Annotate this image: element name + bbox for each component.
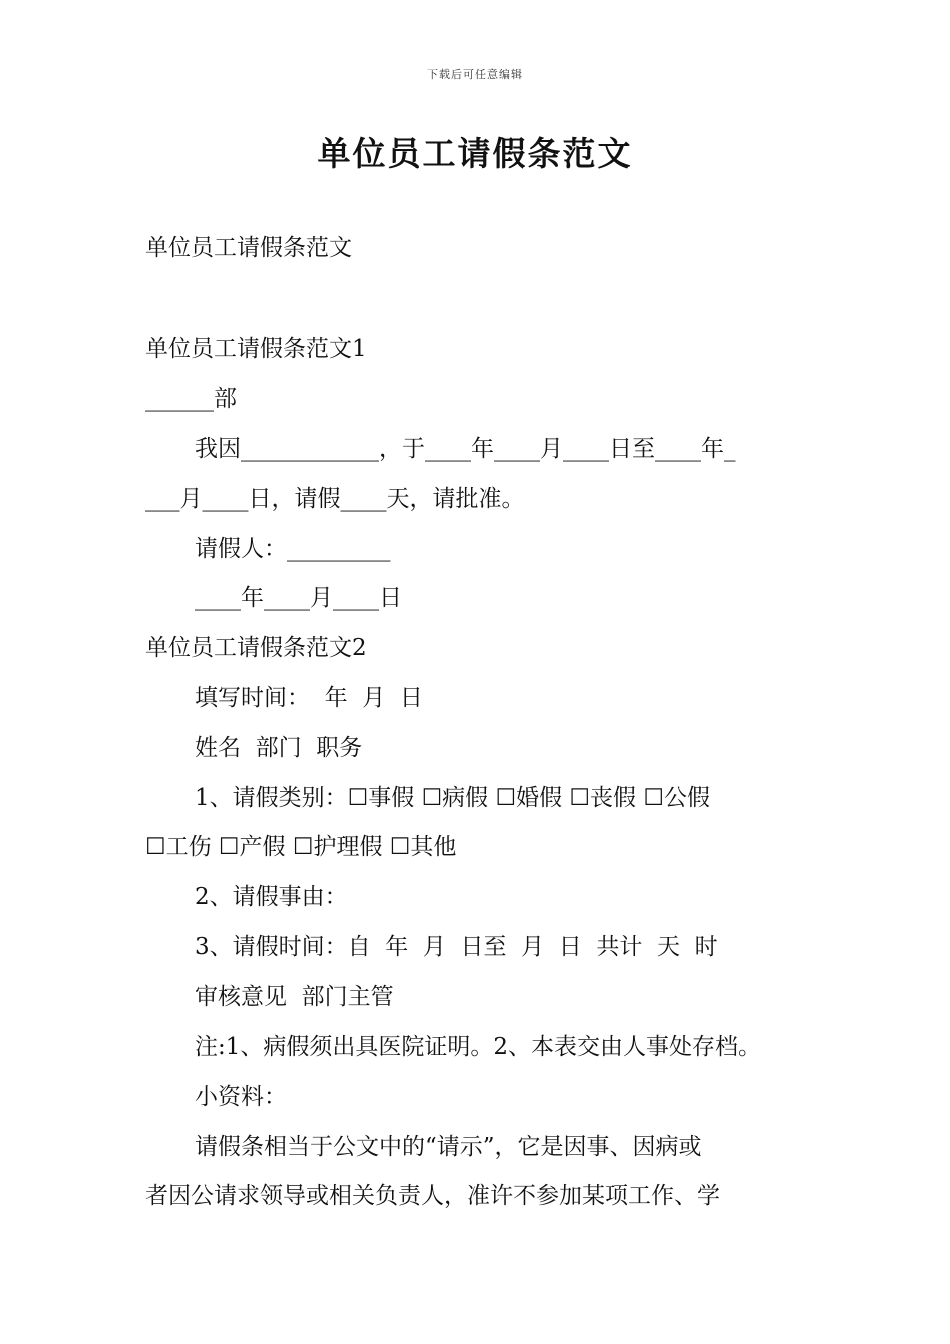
- applicant-line: 请假人：_________: [195, 536, 391, 562]
- info-heading: 小资料：: [195, 1084, 287, 1110]
- fill-time-line: 填写时间： 年 月 日: [195, 685, 423, 711]
- info-paragraph-line-1: 请假条相当于公文中的“请示”，它是因事、因病或: [195, 1134, 702, 1160]
- leave-type-line-1: 1、请假类别：☐事假 ☐病假 ☐婚假 ☐丧假 ☐公假: [195, 785, 710, 811]
- note-line: 注:1、病假须出具医院证明。2、本表交由人事处存档。: [195, 1034, 762, 1060]
- leave-type-line-2: ☐工伤 ☐产假 ☐护理假 ☐其他: [145, 834, 457, 860]
- review-line: 审核意见 部门主管: [195, 984, 394, 1010]
- page-header: 下载后可任意编辑: [427, 68, 523, 81]
- section-1-heading: 单位员工请假条范文1: [145, 336, 367, 362]
- section-2-heading: 单位员工请假条范文2: [145, 635, 367, 661]
- document-subtitle: 单位员工请假条范文: [145, 235, 352, 261]
- leave-reason-line-2: ___月____日，请假____天，请批准。: [145, 486, 525, 512]
- leave-reason-label: 2、请假事由：: [195, 884, 348, 910]
- leave-time-line: 3、请假时间：自 年 月 日至 月 日 共计 天 时: [195, 934, 718, 960]
- info-paragraph-line-2: 者因公请求领导或相关负责人，准许不参加某项工作、学: [145, 1183, 720, 1209]
- name-dept-line: 姓名 部门 职务: [195, 735, 363, 761]
- leave-reason-line-1: 我因____________，于____年____月____日至____年_: [195, 436, 736, 462]
- page-title: 单位员工请假条范文: [317, 134, 633, 173]
- date-line: ____年____月____日: [195, 585, 402, 611]
- department-blank: ______部: [145, 386, 237, 412]
